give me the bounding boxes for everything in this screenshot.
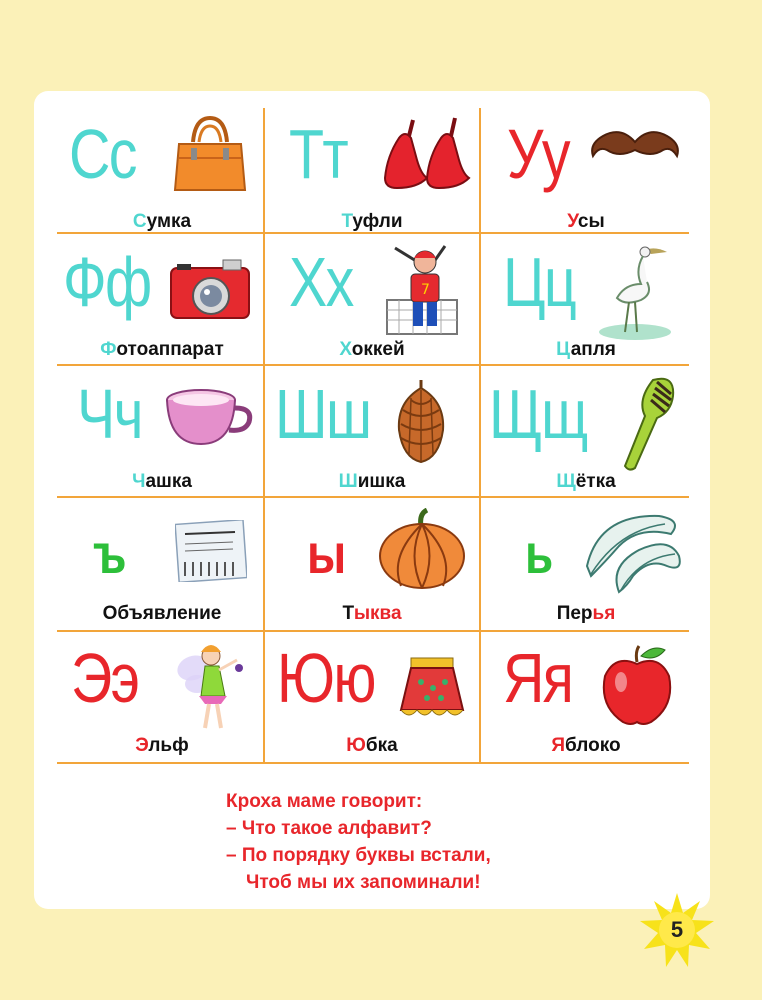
letter-cell [57, 632, 267, 763]
notice-icon [175, 520, 247, 582]
poem [226, 788, 491, 896]
page-number: 5 [670, 917, 684, 942]
letter-cell [481, 500, 691, 631]
word-label: Эльф [135, 735, 189, 756]
letter-pair: Шш [275, 375, 371, 453]
letter-pair: Ээ [71, 639, 139, 717]
poem-line: – По порядку буквы встали, [226, 845, 491, 866]
letter-pair: Уу [507, 115, 569, 193]
alphabet-grid [57, 108, 689, 764]
word-label: Юбка [346, 735, 398, 756]
letter-pair: ы [307, 522, 345, 585]
letter-cell [267, 368, 477, 499]
letter-cell [481, 236, 691, 367]
svg-text:7: 7 [421, 282, 430, 298]
word-label: Объявление [102, 603, 222, 624]
word-label: Сумка [132, 211, 192, 232]
letter-pair: Хх [289, 243, 353, 321]
letter-pair: Фф [63, 243, 151, 321]
camera-icon [167, 258, 253, 322]
word-label: Перья [556, 603, 616, 624]
elf-icon [175, 638, 249, 734]
letter-pair: Цц [503, 243, 576, 321]
word-label: Фотоаппарат [100, 339, 224, 360]
letter-cell [481, 368, 691, 499]
letter-pair: Сс [69, 115, 136, 193]
letter-pair: Тт [289, 115, 348, 193]
word-label: Чашка [132, 471, 192, 492]
poem-line: – Что такое алфавит? [226, 818, 432, 839]
skirt-icon [397, 656, 467, 722]
word-label: Шишка [338, 471, 406, 492]
handbag-icon [171, 112, 249, 196]
letter-cell [57, 500, 267, 631]
word-label: Цапля [556, 339, 616, 360]
mustache-icon [585, 122, 685, 172]
heron-icon [595, 240, 675, 342]
letter-cell [481, 108, 691, 239]
letter-pair: Щщ [489, 375, 587, 453]
letter-cell [267, 500, 477, 631]
letter-pair: Чч [77, 375, 142, 453]
word-label: Щётка [556, 471, 616, 492]
letter-cell [267, 108, 477, 239]
word-label: Хоккей [339, 339, 405, 360]
letter-pair: Яя [503, 639, 573, 717]
pumpkin-icon [377, 508, 467, 590]
word-label: Тыква [342, 603, 402, 624]
hockey-player-icon [385, 240, 465, 340]
shoes-icon [377, 116, 477, 196]
poem-line: Кроха маме говорит: [226, 791, 423, 812]
word-label: Яблоко [551, 735, 621, 756]
letter-cell [57, 368, 267, 499]
letter-pair: ъ [93, 522, 125, 585]
brush-icon [615, 372, 681, 474]
word-label: Усы [567, 211, 605, 232]
pinecone-icon [395, 378, 447, 464]
letter-cell [267, 236, 477, 367]
poem-line: Чтоб мы их запоминали! [246, 872, 481, 893]
letter-cell [267, 632, 477, 763]
feathers-icon [579, 506, 687, 596]
word-label: Туфли [341, 211, 403, 232]
apple-icon [599, 642, 675, 726]
cup-icon [163, 388, 255, 448]
letter-pair: ь [525, 522, 552, 585]
letter-cell [57, 236, 267, 367]
letter-pair: Юю [277, 639, 375, 717]
letter-cell [57, 108, 267, 239]
letter-cell [481, 632, 691, 763]
